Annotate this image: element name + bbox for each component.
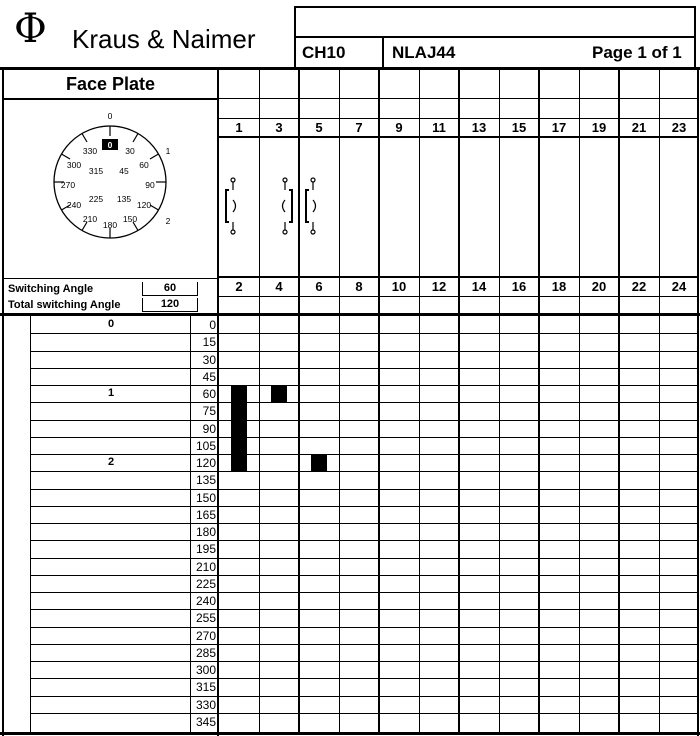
angle-value: 255 [195,611,216,625]
terminal-bottom: 2 [235,279,243,294]
terminal-top: 3 [275,120,283,135]
dial-angle: 120 [136,200,152,210]
switch-position-label: 2 [107,456,115,468]
terminal-top: 21 [631,120,647,135]
switching-angle-value: 60 [142,282,198,296]
row-separator [30,696,699,697]
dial-angle: 270 [60,180,76,190]
terminal-top: 9 [395,120,403,135]
column-separator [499,70,500,732]
row-separator [30,333,699,334]
angle-value: 135 [195,473,216,487]
contact-diagram [219,170,339,240]
dial-marker: 0 [107,140,113,150]
row-separator [30,523,699,524]
row-separator [30,454,699,455]
row-separator [30,471,699,472]
terminal-bottom: 4 [275,279,283,294]
terminal-top: 17 [551,120,567,135]
dial-angle: 300 [66,160,82,170]
dial-angle: 45 [119,166,129,176]
angle-value: 345 [195,715,216,729]
header-code: NLAJ44 [392,43,456,62]
table-divider [190,316,191,732]
dial-angle: 225 [88,194,104,204]
angle-value: 105 [195,439,216,453]
terminal-top: 13 [471,120,487,135]
angle-value: 0 [209,318,216,332]
terminal-bottom: 10 [391,279,407,294]
column-separator [579,70,580,732]
row-separator [30,575,699,576]
angle-value: 210 [195,560,216,574]
switch-position-label: 1 [107,387,115,399]
brand-logo-symbol: Φ [14,6,47,52]
terminal-top: 11 [432,120,446,135]
angle-value: 15 [202,335,216,349]
angle-value: 225 [195,577,216,591]
angle-value: 330 [195,698,216,712]
brand-company: Kraus & Naimer [72,24,256,54]
row-separator [30,661,699,662]
row-separator [30,402,699,403]
terminal-top: 5 [315,120,323,135]
angle-value: 90 [202,422,216,436]
angle-value: 285 [195,646,216,660]
row-separator [30,385,699,386]
terminal-bottom: 24 [671,279,687,294]
row-separator [30,506,699,507]
face-plate-dial [40,106,190,246]
terminal-top: 15 [511,120,527,135]
dial-pos-0: 0 [107,111,113,121]
column-separator [659,70,660,732]
terminal-bottom: 8 [355,279,363,294]
angle-value: 60 [202,387,216,401]
angle-value: 75 [202,404,216,418]
angle-value: 300 [195,663,216,677]
angle-value: 120 [195,456,216,470]
angle-value: 270 [195,629,216,643]
angle-value: 240 [195,594,216,608]
column-separator [378,70,380,732]
switch-position-label: 0 [107,318,115,330]
total-switching-angle-label: Total switching Angle [8,299,121,311]
terminal-bottom: 16 [511,279,527,294]
dial-angle: 135 [116,194,132,204]
angle-value: 150 [195,491,216,505]
row-separator [30,351,699,352]
angle-value: 195 [195,542,216,556]
switching-angle-label: Switching Angle [8,283,94,295]
angle-value: 165 [195,508,216,522]
dial-angle: 150 [122,214,138,224]
row-separator [30,713,699,714]
column-separator [419,70,420,732]
row-separator [30,644,699,645]
angle-value: 315 [195,680,216,694]
terminal-top: 23 [671,120,687,135]
row-separator [30,489,699,490]
closed-contact-mark [271,386,287,402]
terminal-bottom: 6 [315,279,323,294]
terminal-top: 19 [591,120,607,135]
column-separator [298,70,300,732]
dial-angle: 240 [66,200,82,210]
row-separator [30,368,699,369]
row-separator [30,627,699,628]
row-separator [30,592,699,593]
terminal-top: 1 [235,120,243,135]
column-separator [538,70,540,732]
row-separator [30,609,699,610]
closed-contact-mark [231,386,247,471]
column-separator [458,70,460,732]
row-separator [30,678,699,679]
closed-contact-mark [311,455,327,471]
total-switching-angle-value: 120 [142,298,198,312]
header-program: CH10 [302,43,346,62]
dial-angle: 90 [145,180,155,190]
dial-pos-2: 2 [165,216,171,226]
terminal-bottom: 14 [471,279,487,294]
table-divider [30,316,31,732]
terminal-top: 7 [355,120,363,135]
angle-value: 45 [202,370,216,384]
terminal-bottom: 20 [591,279,607,294]
dial-angle: 180 [102,220,118,230]
dial-angle: 60 [139,160,149,170]
terminal-bottom: 12 [431,279,447,294]
column-separator [339,70,340,732]
column-separator [618,70,620,732]
dial-pos-1: 1 [165,146,171,156]
dial-angle: 330 [82,146,98,156]
header-page: Page 1 of 1 [592,43,682,62]
dial-angle: 210 [82,214,98,224]
face-plate-title: Face Plate [65,74,156,94]
dial-angle: 30 [125,146,135,156]
row-separator [30,437,699,438]
angle-value: 30 [202,353,216,367]
row-separator [30,420,699,421]
row-separator [30,558,699,559]
terminal-bottom: 18 [551,279,567,294]
column-separator [259,70,260,732]
dial-angle: 315 [88,166,104,176]
angle-value: 180 [195,525,216,539]
terminal-bottom: 22 [631,279,647,294]
row-separator [30,540,699,541]
